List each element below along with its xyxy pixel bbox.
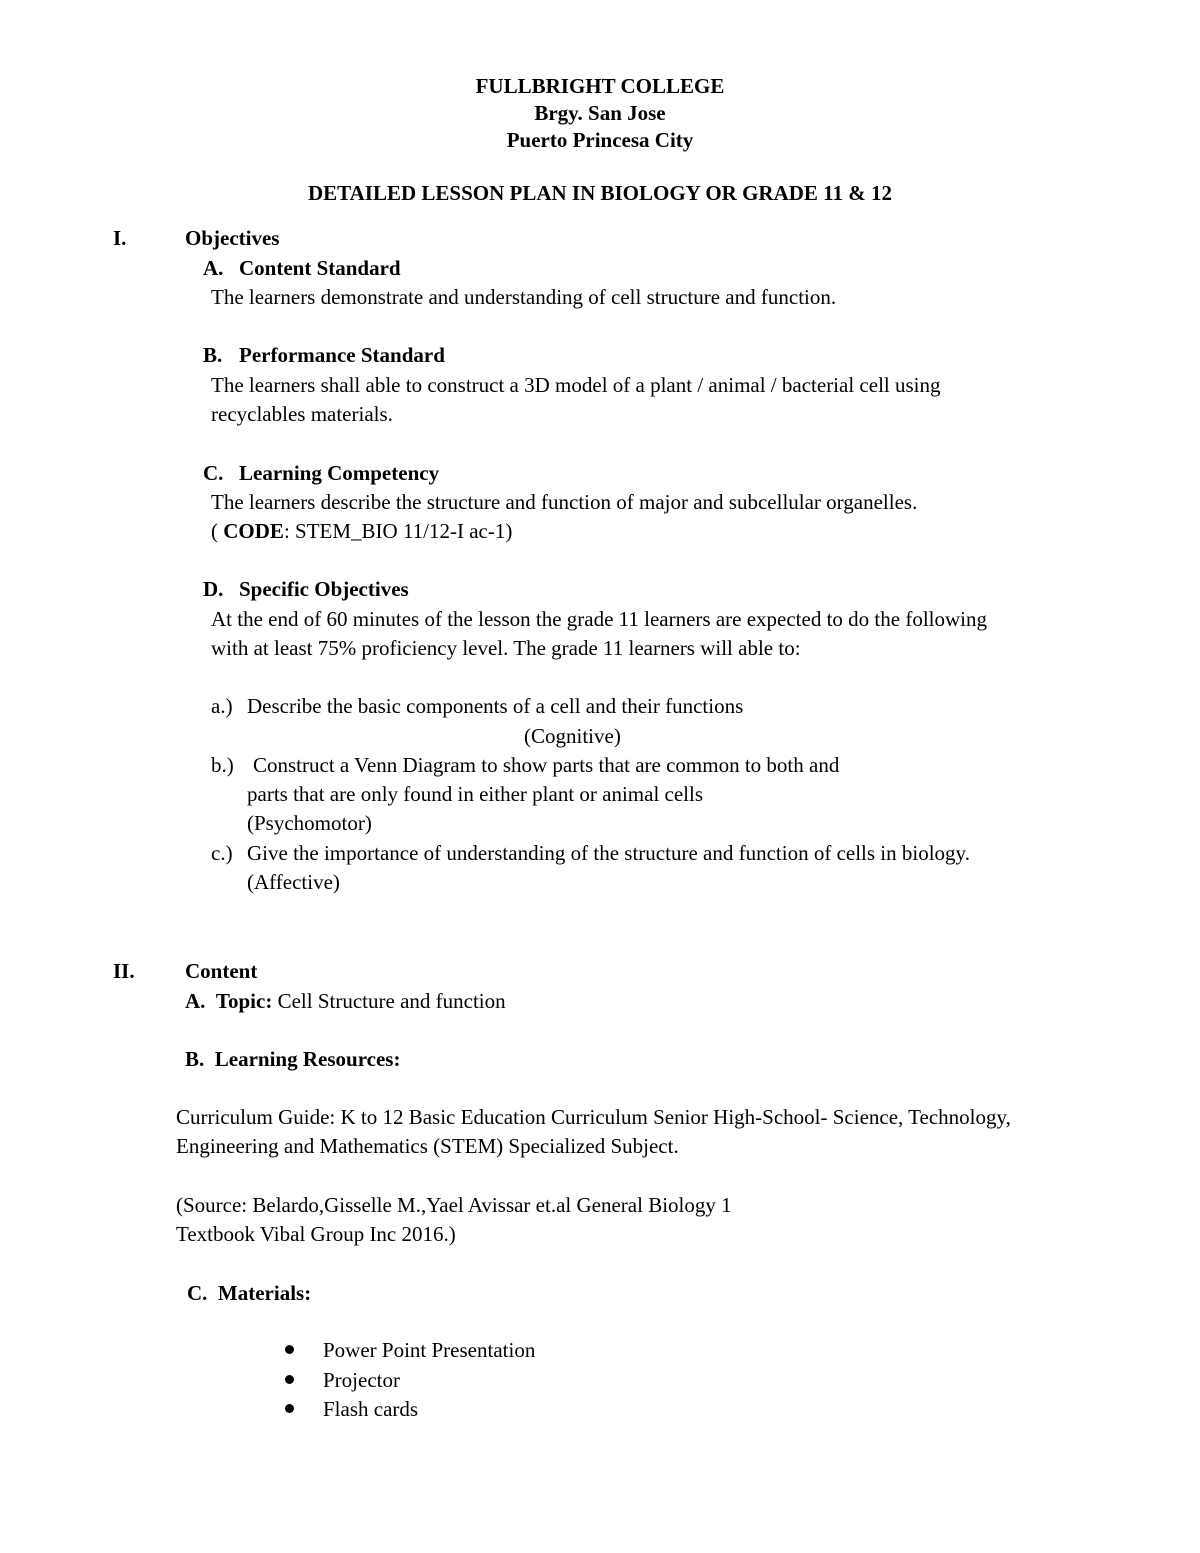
curriculum-guide-line1: Curriculum Guide: K to 12 Basic Education Curriculum Senior High-School- Science, Technology, — [176, 1105, 1011, 1129]
specific-objectives-heading: Specific Objectives — [239, 577, 409, 601]
materials-heading: Materials: — [217, 1281, 312, 1305]
content-standard-text: The learners demonstrate and understanding of cell structure and function. — [211, 285, 837, 309]
document-title: DETAILED LESSON PLAN IN BIOLOGY OR GRADE 11 & 12 — [307, 181, 892, 205]
materials-line — [187, 1283, 311, 1304]
section-heading-objectives: Objectives — [185, 226, 280, 250]
objective-b-marker: b.) — [211, 753, 234, 777]
performance-standard-label: B. — [203, 343, 223, 367]
objective-c-domain: (Affective) — [247, 870, 340, 894]
source-line2: Textbook Vibal Group Inc 2016.) — [176, 1222, 456, 1246]
bullet-icon — [285, 1375, 294, 1384]
performance-standard-line2: recyclables materials. — [211, 402, 393, 426]
competency-code-value: : STEM_BIO 11/12-I ac-1) — [283, 519, 513, 543]
topic-heading: Topic: — [215, 989, 273, 1013]
curriculum-guide-line2: Engineering and Mathematics (STEM) Specialized Subject. — [176, 1134, 679, 1158]
section-numeral-content: II. — [113, 959, 135, 983]
learning-resources-label: B. — [185, 1047, 205, 1071]
learning-resources-heading: Learning Resources: — [214, 1047, 401, 1071]
objective-a-marker: a.) — [211, 694, 233, 718]
materials-item: Power Point Presentation — [323, 1338, 536, 1362]
school-name: FULLBRIGHT COLLEGE — [475, 74, 725, 98]
learning-resources-line — [185, 1049, 400, 1070]
objective-a-domain: (Cognitive) — [524, 724, 621, 748]
content-standard-label: A. — [203, 256, 224, 280]
materials-label: C. — [187, 1281, 208, 1305]
specific-objectives-line1: At the end of 60 minutes of the lesson the grade 11 learners are expected to do the following — [211, 607, 987, 631]
objective-a-text: Describe the basic components of a cell and their functions — [247, 694, 744, 718]
bullet-icon — [285, 1404, 294, 1413]
learning-competency-heading: Learning Competency — [239, 461, 440, 485]
source-line1: (Source: Belardo,Gisselle M.,Yael Avissar et.al General Biology 1 — [176, 1193, 732, 1217]
section-numeral-objectives: I. — [113, 226, 127, 250]
content-standard-heading: Content Standard — [239, 256, 401, 280]
topic-label: A. — [185, 989, 206, 1013]
school-city: Puerto Princesa City — [506, 128, 694, 152]
competency-code — [211, 521, 512, 542]
objective-c-marker: c.) — [211, 841, 233, 865]
specific-objectives-line2: with at least 75% proficiency level. The grade 11 learners will able to: — [211, 636, 801, 660]
objective-c-text: Give the importance of understanding of the structure and function of cells in biology. — [247, 841, 970, 865]
section-heading-content: Content — [185, 959, 258, 983]
performance-standard-line1: The learners shall able to construct a 3D model of a plant / animal / bacterial cell using — [211, 373, 941, 397]
objective-b-text-line2: parts that are only found in either plant or animal cells — [247, 782, 704, 806]
competency-code-open: ( — [211, 519, 224, 543]
learning-competency-label: C. — [203, 461, 224, 485]
competency-code-label: CODE — [223, 519, 284, 543]
performance-standard-heading: Performance Standard — [239, 343, 445, 367]
specific-objectives-label: D. — [203, 577, 224, 601]
objective-b-domain: (Psychomotor) — [247, 811, 372, 835]
materials-item: Flash cards — [323, 1397, 419, 1421]
materials-item: Projector — [323, 1368, 400, 1392]
topic-line — [185, 991, 506, 1012]
topic-text: Cell Structure and function — [277, 989, 506, 1013]
bullet-icon — [285, 1345, 294, 1354]
learning-competency-text: The learners describe the structure and function of major and subcellular organelles. — [211, 490, 918, 514]
objective-b-text-line1: Construct a Venn Diagram to show parts that are common to both and — [253, 753, 840, 777]
school-barangay: Brgy. San Jose — [534, 101, 666, 125]
